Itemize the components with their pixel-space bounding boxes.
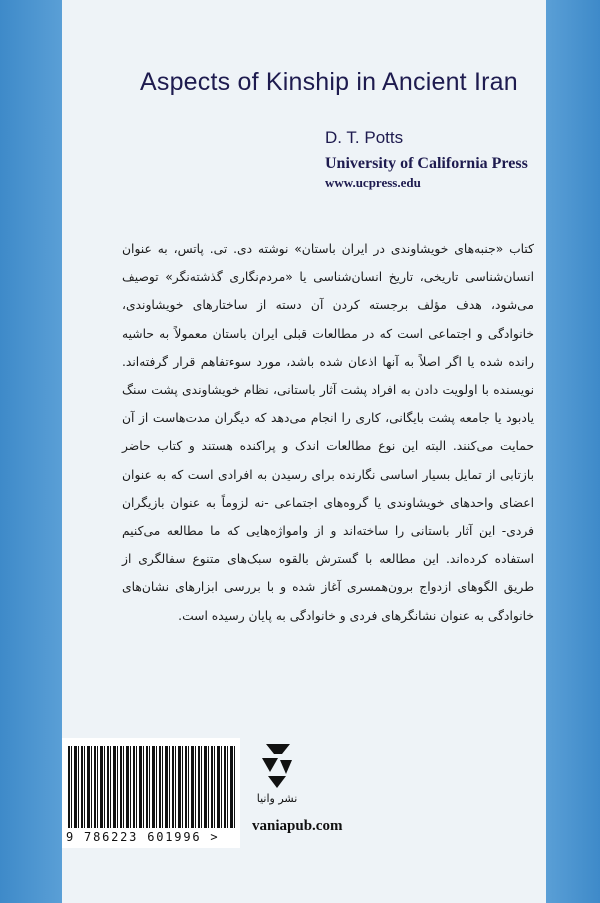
publisher-logo-icon <box>256 740 298 790</box>
left-blue-band <box>0 0 62 903</box>
book-title: Aspects of Kinship in Ancient Iran <box>140 68 518 96</box>
original-publisher: University of California Press <box>325 155 528 172</box>
right-blue-band <box>546 0 600 903</box>
isbn-number: 9 786223 601996 > <box>66 830 220 844</box>
author-name: D. T. Potts <box>325 128 404 147</box>
isbn-barcode <box>62 738 240 848</box>
publisher-web-address: vaniapub.com <box>252 818 343 834</box>
publisher-logo-caption: نشر وانیا <box>256 792 298 805</box>
barcode-bars <box>68 746 236 828</box>
book-description: کتاب «جنبه‌های خویشاوندی در ایران باستان» نوشته دی. تی. پاتس، به عنوان انسان‌شناسی تاریخی، تاریخ انسان‌شناسی یا «مردم‌نگاری گذشته‌نگر» توصیف می‌شود، هدف مؤلف برجسته کردن آن دسته از ساختارهای خویشاوندی، خانوادگی و اجتماعی است که در مطالعات قبلی ایران باستان معمولاً به حاشیه رانده شده یا اگر اصلاً به آنها اذعان شده باشد، مورد سوءتفاهم قرار گرفته‌اند. نویسنده با اولویت دادن به افراد پشت آثار باستانی، نظام خویشاوندی پشت سنگ یادبود یا جامعه پشت بایگانی، کاری را انجام می‌دهد که دیگران مدت‌هاست از آن حمایت می‌کنند. البته این نوع مطالعات اندک و پراکنده هستند و کتاب حاضر بازتابی از تمایل بسیار اساسی نگارنده برای رسیدن به افرادی است که به عنوان اعضای واحدهای خویشاوندی یا گروه‌های اجتماعی -نه لزوماً به عنوان بازیگران فردی- این آثار باستانی را ساخته‌اند و از واموا‌ژه‌هایی که ما مطالعه می‌کنیم استفاده کرده‌اند. این مطالعه با گسترش بالقوه سبک‌های متنوع سفالگری از طریق الگوهای ازدواج برون‌همسری آغاز شده و با بررسی ابزارهای نشان‌های خانوادگی به عنوان نشانگرهای فردی و خانوادگی به پایان رسیده است. <box>122 242 534 623</box>
publisher-website: www.ucpress.edu <box>325 175 421 190</box>
